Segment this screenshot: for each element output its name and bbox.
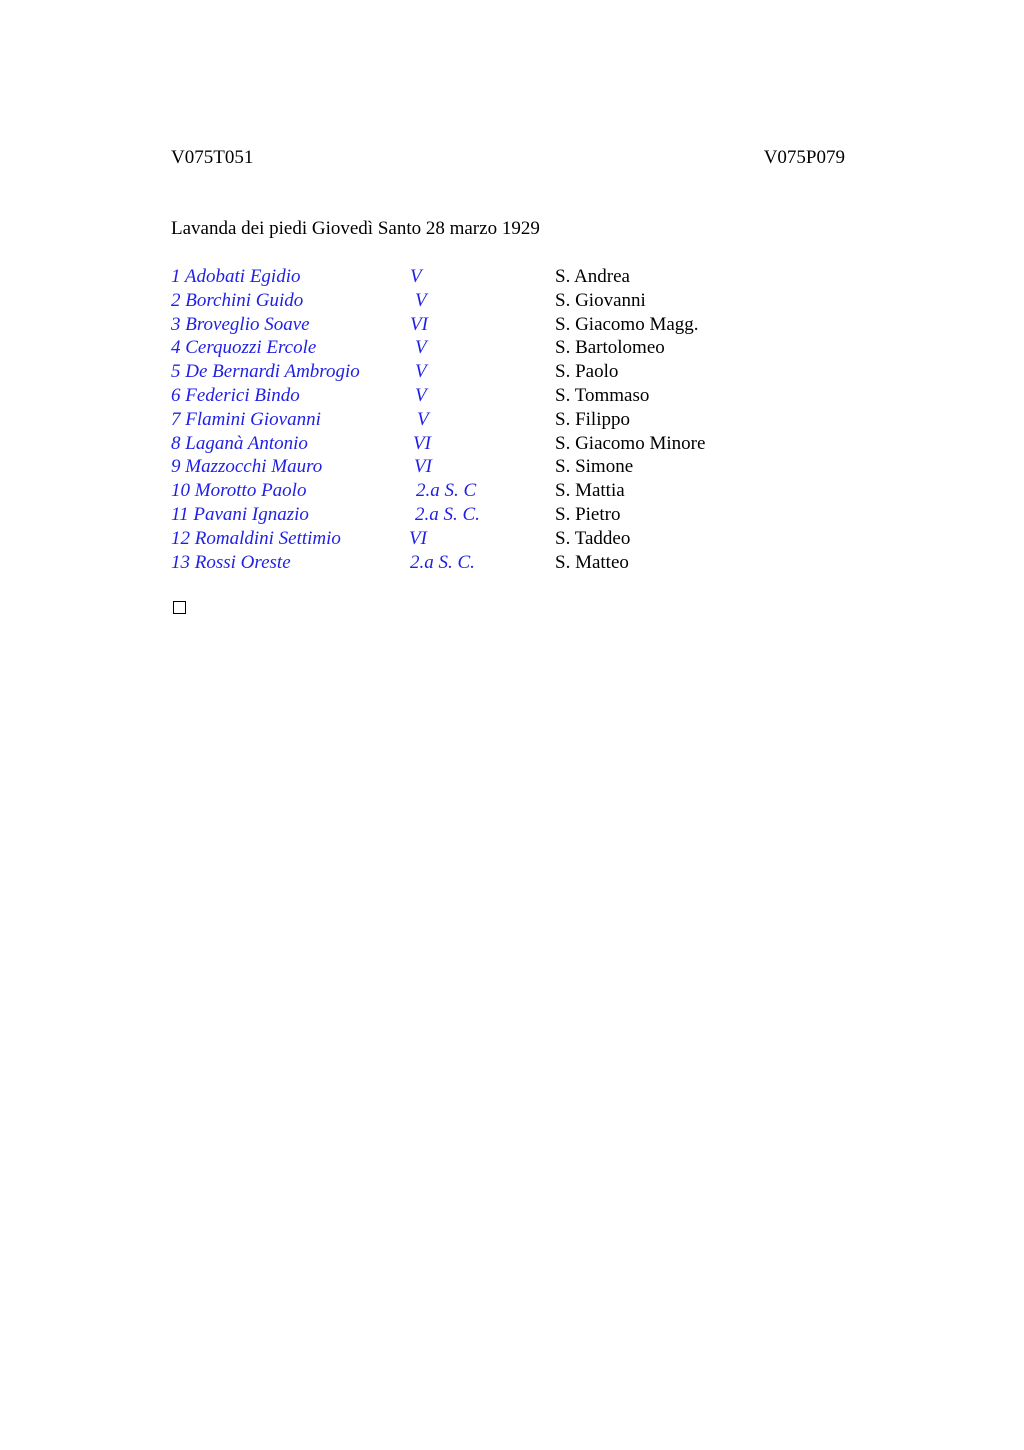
person-name: 5 De Bernardi Ambrogio <box>171 361 360 383</box>
person-rank: 2.a S. C <box>416 480 477 502</box>
roster-row <box>171 336 871 360</box>
roster-row <box>171 527 871 551</box>
document-code-left: V075T051 <box>171 147 254 168</box>
apostle-role: S. Andrea <box>555 266 630 287</box>
roster-row <box>171 408 871 432</box>
apostle-role: S. Matteo <box>555 551 629 573</box>
roster-row <box>171 551 871 575</box>
apostle-role: S. Giacomo Magg. <box>555 313 699 335</box>
person-rank: VI <box>413 432 431 454</box>
roster-row <box>171 313 871 337</box>
roster-list <box>171 265 871 574</box>
roster-row <box>171 265 871 289</box>
person-name: 9 Mazzocchi Mauro <box>171 456 323 478</box>
person-name: 8 Laganà Antonio <box>171 432 308 454</box>
apostle-role: S. Taddeo <box>555 527 631 549</box>
roster-row <box>171 432 871 456</box>
apostle-role: S. Paolo <box>555 361 619 383</box>
person-name: 6 Federici Bindo <box>171 384 300 406</box>
apostle-role: S. Tommaso <box>555 384 650 406</box>
person-rank: V <box>417 408 429 430</box>
person-name: 4 Cerquozzi Ercole <box>171 337 317 359</box>
apostle-role: S. Simone <box>555 456 634 478</box>
apostle-role: S. Giacomo Minore <box>555 432 706 454</box>
person-rank: V <box>415 289 427 311</box>
apostle-role: S. Pietro <box>555 503 621 525</box>
person-name: 1 Adobati Egidio <box>171 266 301 287</box>
roster-row <box>171 289 871 313</box>
roster-row <box>171 479 871 503</box>
empty-square-icon <box>173 601 186 614</box>
document-code-right: V075P079 <box>763 147 845 168</box>
person-name: 12 Romaldini Settimio <box>171 527 341 549</box>
person-name: 7 Flamini Giovanni <box>171 408 321 430</box>
apostle-role: S. Filippo <box>555 408 630 430</box>
roster-row <box>171 455 871 479</box>
person-rank: VI <box>409 527 427 549</box>
apostle-role: S. Giovanni <box>555 289 646 311</box>
person-name: 13 Rossi Oreste <box>171 551 291 573</box>
person-name: 2 Borchini Guido <box>171 289 304 311</box>
person-name: 11 Pavani Ignazio <box>171 503 309 525</box>
roster-row <box>171 503 871 527</box>
person-rank: VI <box>410 313 428 335</box>
roster-row <box>171 360 871 384</box>
apostle-role: S. Bartolomeo <box>555 337 665 359</box>
person-rank: V <box>415 361 427 383</box>
person-name: 10 Morotto Paolo <box>171 480 307 502</box>
person-rank: V <box>415 337 427 359</box>
apostle-role: S. Mattia <box>555 480 625 502</box>
roster-row <box>171 384 871 408</box>
person-rank: V <box>415 384 427 406</box>
person-rank: VI <box>414 456 432 478</box>
person-name: 3 Broveglio Soave <box>171 313 310 335</box>
person-rank: 2.a S. C. <box>415 503 480 525</box>
person-rank: V <box>410 266 422 287</box>
person-rank: 2.a S. C. <box>410 551 475 573</box>
document-title: Lavanda dei piedi Giovedì Santo 28 marzo 1929 <box>171 218 540 239</box>
